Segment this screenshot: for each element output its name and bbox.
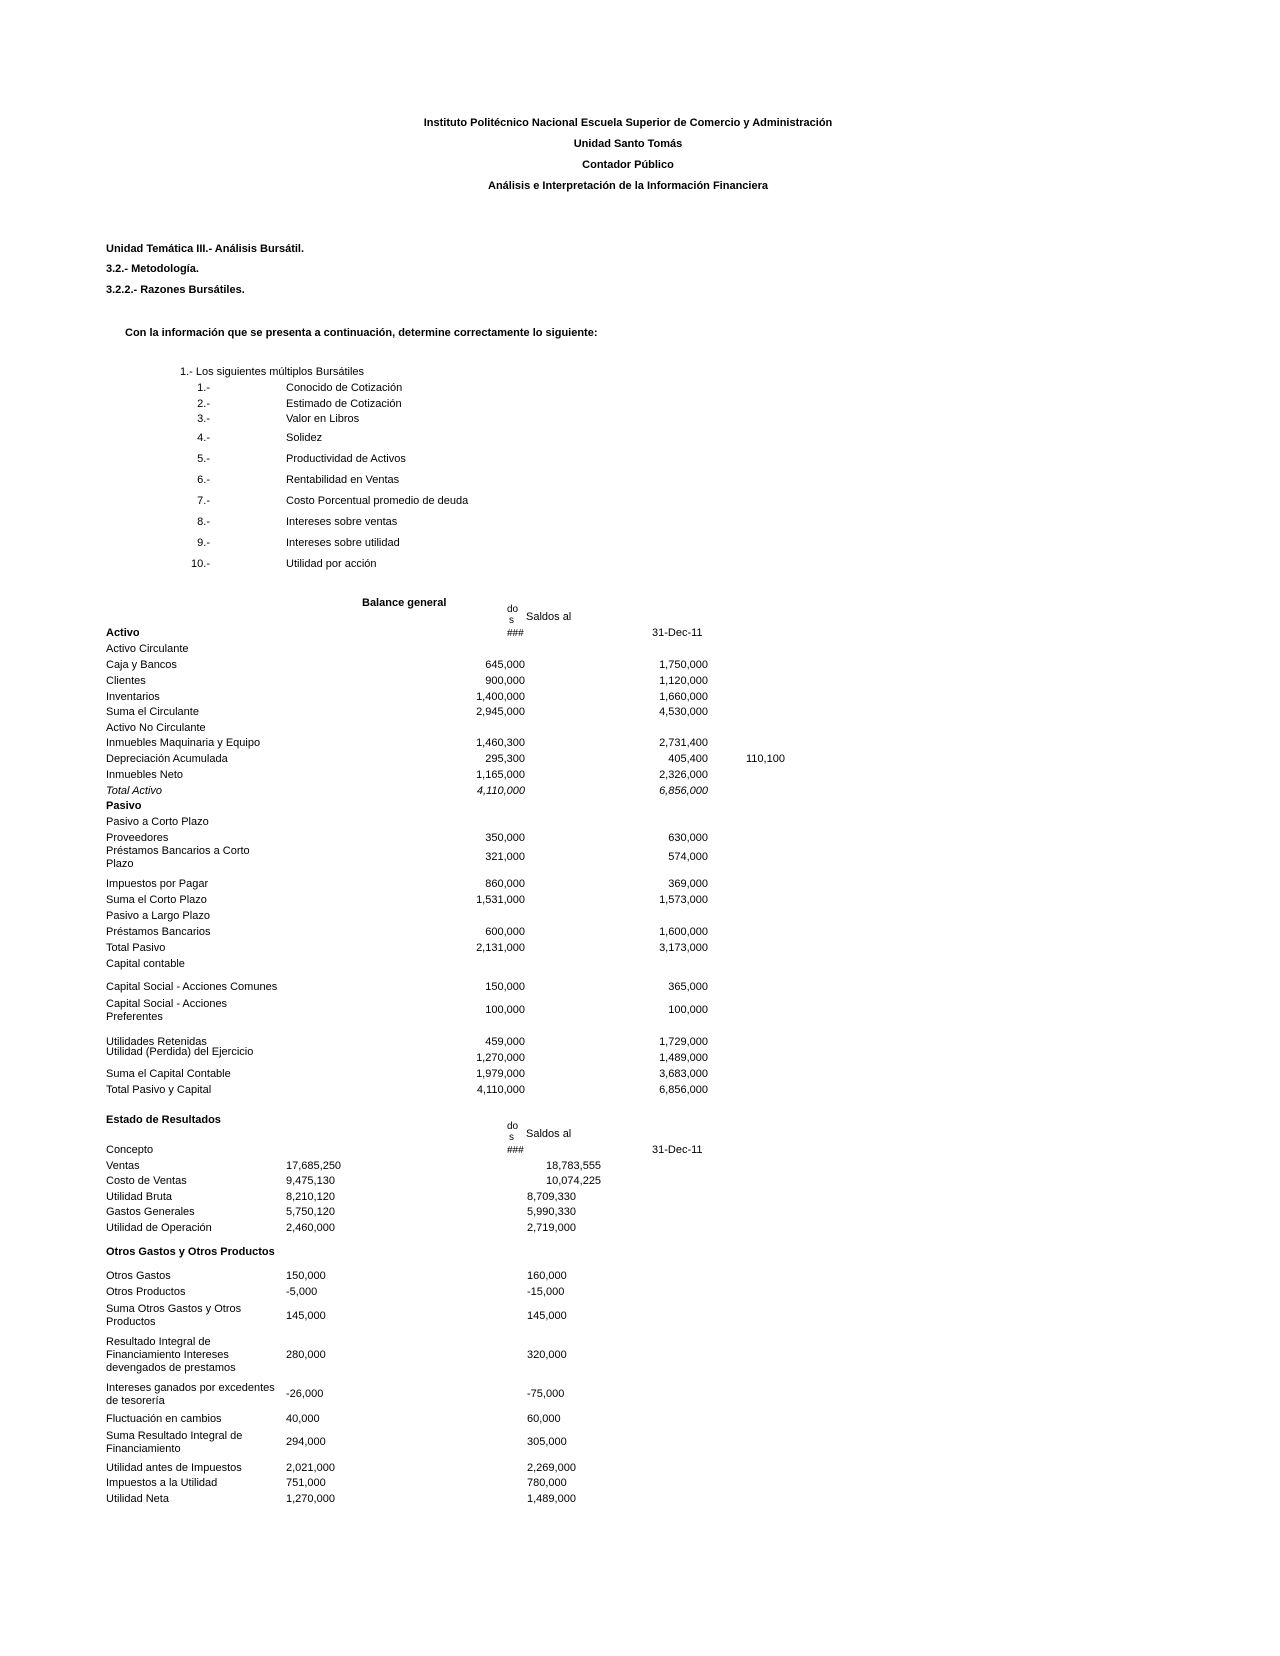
list-item-number: 2.- — [197, 398, 210, 410]
results-row-label: Gastos Generales — [106, 1206, 195, 1218]
header-course: Análisis e Interpretación de la Información Financiera — [488, 180, 768, 192]
balance-row-value-a: 4,110,000 — [476, 785, 525, 797]
balance-row-value-a: 600,000 — [485, 926, 525, 938]
results-saldos: Saldos al — [526, 1128, 572, 1140]
balance-row-label: Inventarios — [106, 691, 160, 703]
balance-row-value-a: 900,000 — [485, 675, 525, 687]
balance-row-value-b: 1,120,000 — [659, 675, 708, 687]
balance-row-value-a: 4,110,000 — [476, 1084, 525, 1096]
otros-row-value-a: 2,021,000 — [286, 1462, 335, 1474]
list-item-label: Intereses sobre utilidad — [286, 537, 400, 549]
balance-row-value-a: 2,131,000 — [476, 942, 525, 954]
otros-row-value-b: 160,000 — [527, 1270, 567, 1282]
balance-row-value-b: 574,000 — [668, 851, 708, 863]
list-item-label: Conocido de Cotización — [286, 382, 403, 394]
balance-col-a-header: ### — [507, 628, 524, 639]
results-row-value-a: 5,750,120 — [286, 1206, 335, 1218]
balance-row-label: Activo Circulante — [106, 643, 189, 655]
balance-row-label: Inmuebles Maquinaria y Equipo — [106, 737, 261, 749]
header-unit: Unidad Santo Tomás — [573, 138, 683, 150]
otros-row-label: Otros Gastos — [106, 1270, 171, 1282]
results-row-label: Ventas — [106, 1160, 140, 1172]
balance-row-label: Caja y Bancos — [106, 659, 177, 671]
results-row-label: Costo de Ventas — [106, 1175, 187, 1187]
otros-row-value-b: 780,000 — [527, 1477, 567, 1489]
otros-row-value-a: -5,000 — [286, 1286, 318, 1298]
list-item-label: Costo Porcentual promedio de deuda — [286, 495, 469, 507]
otros-row-value-a: 40,000 — [286, 1413, 320, 1425]
balance-row-value-a: 295,300 — [485, 753, 525, 765]
balance-row-value-a: 321,000 — [485, 851, 525, 863]
otros-row-label: Utilidad Neta — [106, 1493, 169, 1505]
balance-row-value-a: 645,000 — [485, 659, 525, 671]
balance-row-label: Proveedores — [106, 832, 169, 844]
otros-row-value-a: 145,000 — [286, 1310, 326, 1322]
balance-row-value-b: 3,683,000 — [659, 1068, 708, 1080]
balance-row-value-b: 6,856,000 — [659, 785, 708, 797]
balance-row-label: Suma el Corto Plazo — [106, 894, 207, 906]
balance-row-label: Pasivo a Largo Plazo — [106, 910, 210, 922]
otros-row-label: Suma Resultado Integral de Financiamiento — [106, 1430, 243, 1455]
unit-methodology: 3.2.- Metodología. — [106, 263, 199, 275]
balance-row-value-a: 1,979,000 — [476, 1068, 525, 1080]
results-col-a-mid: s — [509, 1132, 514, 1143]
list-item-label: Valor en Libros — [286, 413, 360, 425]
results-row-value-b: 2,719,000 — [527, 1222, 576, 1234]
list-item-number: 9.- — [197, 537, 210, 549]
otros-row-value-a: 294,000 — [286, 1436, 326, 1448]
otros-row-label: Resultado Integral de Financiamiento Intereses devengados de prestamos — [106, 1336, 236, 1374]
balance-row-value-b: 405,400 — [668, 753, 708, 765]
list-item-label: Intereses sobre ventas — [286, 516, 398, 528]
balance-row-value-a: 1,460,300 — [476, 737, 525, 749]
otros-row-value-b: -15,000 — [527, 1286, 565, 1298]
header-institution: Instituto Politécnico Nacional Escuela Superior de Comercio y Administración — [423, 117, 833, 129]
results-row-value-b: 10,074,225 — [546, 1175, 602, 1187]
balance-activo-heading: Activo — [106, 627, 140, 639]
balance-row-label: Pasivo — [106, 800, 142, 812]
results-col-a-top: do — [507, 1121, 519, 1132]
results-row-value-b: 8,709,330 — [527, 1191, 576, 1203]
balance-row-label: Activo No Circulante — [106, 722, 206, 734]
list-item-number: 3.- — [197, 413, 210, 425]
otros-row-label: Intereses ganados por excedentes de tesorería — [106, 1382, 275, 1407]
results-row-value-a: 9,475,130 — [286, 1175, 335, 1187]
balance-row-label: Suma el Capital Contable — [106, 1068, 231, 1080]
balance-row-label: Préstamos Bancarios — [106, 926, 211, 938]
balance-row-label: Clientes — [106, 675, 146, 687]
balance-col-b-header: 31-Dec-11 — [652, 627, 703, 639]
balance-row-value-b: 1,573,000 — [659, 894, 708, 906]
instruction-text: Con la información que se presenta a continuación, determine correctamente lo siguiente: — [125, 327, 598, 339]
balance-row-value-a: 1,531,000 — [476, 894, 525, 906]
balance-row-value-b: 1,660,000 — [659, 691, 708, 703]
balance-row-value-a: 1,270,000 — [476, 1052, 525, 1064]
balance-row-label: Utilidad (Perdida) del Ejercicio — [106, 1046, 254, 1058]
otros-row-value-b: 320,000 — [527, 1349, 567, 1361]
balance-title: Balance general — [362, 597, 447, 609]
results-col-a-header: ### — [507, 1145, 524, 1156]
balance-saldos: Saldos al — [526, 611, 572, 623]
balance-row-value-a: 1,400,000 — [476, 691, 525, 703]
list-item-number: 10.- — [191, 558, 210, 570]
balance-row-value-b: 6,856,000 — [659, 1084, 708, 1096]
balance-row-label: Impuestos por Pagar — [106, 878, 209, 890]
otros-row-value-b: 1,489,000 — [527, 1493, 576, 1505]
balance-row-value-a: 100,000 — [485, 1004, 525, 1016]
results-row-value-b: 5,990,330 — [527, 1206, 576, 1218]
otros-row-value-b: 2,269,000 — [527, 1462, 576, 1474]
list-item-number: 7.- — [197, 495, 210, 507]
otros-row-value-a: 1,270,000 — [286, 1493, 335, 1505]
balance-row-value-b: 1,600,000 — [659, 926, 708, 938]
balance-row-label: Inmuebles Neto — [106, 769, 184, 781]
balance-row-value-a: 860,000 — [485, 878, 525, 890]
otros-row-label: Utilidad antes de Impuestos — [106, 1462, 242, 1474]
list-item-label: Utilidad por acción — [286, 558, 377, 570]
results-concepto-heading: Concepto — [106, 1144, 154, 1156]
balance-row-label: Depreciación Acumulada — [106, 753, 228, 765]
otros-title: Otros Gastos y Otros Productos — [106, 1246, 275, 1258]
balance-col-a-top: do — [507, 604, 519, 615]
balance-row-value-a: 1,165,000 — [476, 769, 525, 781]
list-title: 1.- Los siguientes múltiplos Bursátiles — [180, 366, 365, 378]
otros-row-value-a: 280,000 — [286, 1349, 326, 1361]
results-row-value-a: 2,460,000 — [286, 1222, 335, 1234]
otros-row-value-b: -75,000 — [527, 1388, 565, 1400]
list-item-number: 8.- — [197, 516, 210, 528]
otros-row-value-a: 150,000 — [286, 1270, 326, 1282]
balance-row-value-b: 1,729,000 — [659, 1036, 708, 1048]
balance-row-value-b: 2,326,000 — [659, 769, 708, 781]
list-item-number: 1.- — [197, 382, 210, 394]
unit-subsection: 3.2.2.- Razones Bursátiles. — [106, 284, 245, 296]
otros-row-label: Otros Productos — [106, 1286, 186, 1298]
balance-row-value-a: 2,945,000 — [476, 706, 525, 718]
results-row-value-a: 17,685,250 — [286, 1160, 342, 1172]
otros-row-value-a: -26,000 — [286, 1388, 324, 1400]
balance-row-value-b: 369,000 — [668, 878, 708, 890]
list-item-number: 4.- — [197, 432, 210, 444]
balance-row-value-b: 630,000 — [668, 832, 708, 844]
balance-row-label: Utilidades Retenidas — [106, 1036, 207, 1048]
list-item-label: Estimado de Cotización — [286, 398, 402, 410]
results-title: Estado de Resultados — [106, 1114, 221, 1126]
otros-row-value-b: 60,000 — [527, 1413, 561, 1425]
balance-row-value-a: 459,000 — [485, 1036, 525, 1048]
header-career: Contador Público — [582, 159, 674, 171]
balance-row-label: Capital Social - Acciones Comunes — [106, 981, 278, 993]
list-item-label: Productividad de Activos — [286, 453, 406, 465]
results-col-b-header: 31-Dec-11 — [652, 1144, 703, 1156]
otros-row-value-b: 145,000 — [527, 1310, 567, 1322]
balance-row-label: Pasivo a Corto Plazo — [106, 816, 209, 828]
balance-row-value-b: 100,000 — [668, 1004, 708, 1016]
list-item-number: 5.- — [197, 453, 210, 465]
balance-row-value-b: 2,731,400 — [659, 737, 708, 749]
balance-row-label: Total Activo — [106, 785, 163, 797]
list-item-number: 6.- — [197, 474, 210, 486]
balance-row-label: Capital Social - Acciones Preferentes — [106, 998, 228, 1023]
balance-row-value-b: 1,489,000 — [659, 1052, 708, 1064]
otros-row-label: Fluctuación en cambios — [106, 1413, 222, 1425]
results-row-label: Utilidad Bruta — [106, 1191, 173, 1203]
balance-row-label: Total Pasivo y Capital — [106, 1084, 212, 1096]
balance-row-value-a: 350,000 — [485, 832, 525, 844]
results-row-value-b: 18,783,555 — [546, 1160, 602, 1172]
balance-row-value-c: 110,100 — [746, 753, 785, 765]
balance-row-label: Capital contable — [106, 958, 185, 970]
balance-row-value-b: 365,000 — [668, 981, 708, 993]
otros-row-label: Impuestos a la Utilidad — [106, 1477, 218, 1489]
balance-row-value-a: 150,000 — [485, 981, 525, 993]
balance-row-label: Suma el Circulante — [106, 706, 199, 718]
otros-row-label: Suma Otros Gastos y Otros Productos — [106, 1303, 242, 1328]
otros-row-value-b: 305,000 — [527, 1436, 567, 1448]
balance-row-label: Préstamos Bancarios a Corto Plazo — [106, 845, 250, 870]
list-item-label: Rentabilidad en Ventas — [286, 474, 400, 486]
balance-row-label: Total Pasivo — [106, 942, 166, 954]
balance-row-value-b: 3,173,000 — [659, 942, 708, 954]
results-row-label: Utilidad de Operación — [106, 1222, 212, 1234]
unit-title: Unidad Temática III.- Análisis Bursátil. — [106, 243, 305, 255]
balance-col-a-mid: s — [509, 615, 514, 626]
otros-row-value-a: 751,000 — [286, 1477, 326, 1489]
balance-row-value-b: 4,530,000 — [659, 706, 708, 718]
list-item-label: Solidez — [286, 432, 323, 444]
balance-row-value-b: 1,750,000 — [659, 659, 708, 671]
results-row-value-a: 8,210,120 — [286, 1191, 335, 1203]
